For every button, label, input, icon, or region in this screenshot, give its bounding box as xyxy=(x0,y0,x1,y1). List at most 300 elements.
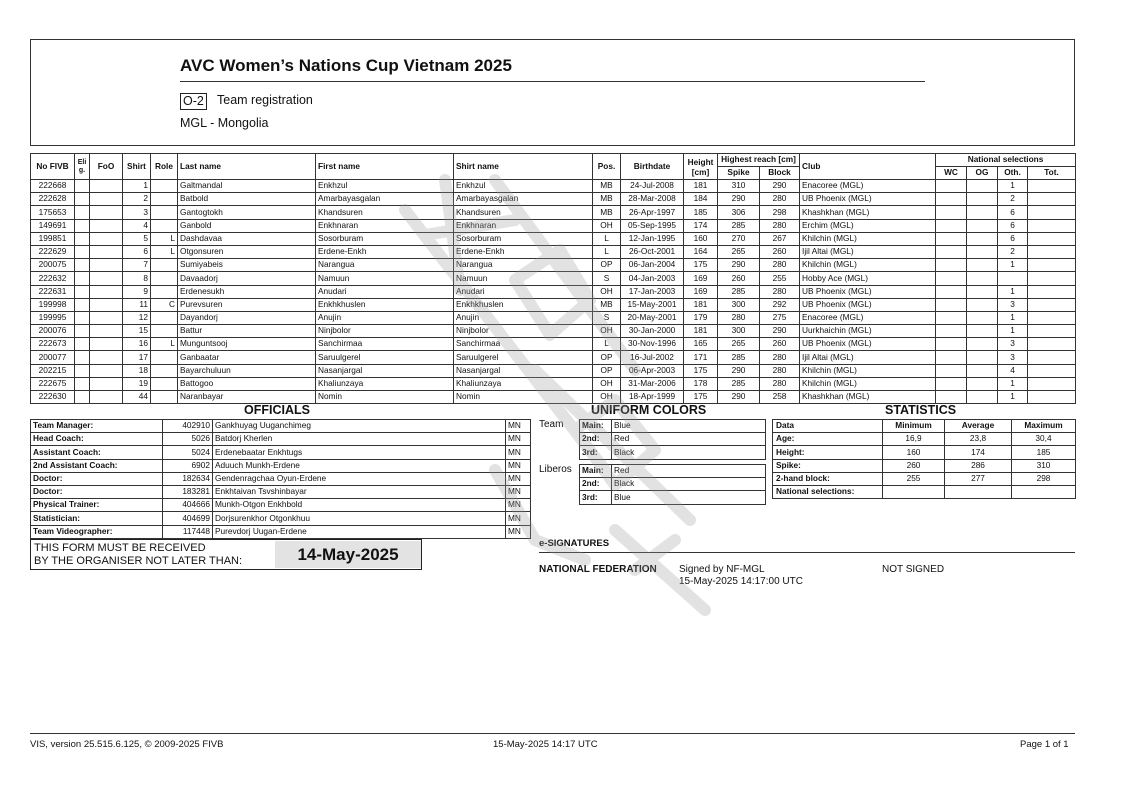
statistics-row xyxy=(773,459,1076,472)
player-spike: 290 xyxy=(718,364,760,377)
player-no-fivb: 199851 xyxy=(31,232,75,245)
player-spike: 300 xyxy=(718,298,760,311)
player-og xyxy=(967,219,998,232)
uniform-libero-row xyxy=(580,478,766,491)
player-shirt: 17 xyxy=(123,351,151,364)
player-og xyxy=(967,180,998,193)
player-position: S xyxy=(593,272,621,285)
player-wc xyxy=(936,351,967,364)
stats-header-average: Average xyxy=(945,420,1012,433)
player-block: 290 xyxy=(760,325,800,338)
player-no-fivb: 222632 xyxy=(31,272,75,285)
player-row xyxy=(31,206,1076,219)
esignatures-title: e-SIGNATURES xyxy=(539,538,610,549)
official-row xyxy=(31,499,531,512)
player-tot xyxy=(1028,219,1076,232)
col-highest-reach: Highest reach [cm] xyxy=(718,154,800,167)
player-club: Ijil Altai (MGL) xyxy=(800,245,936,258)
uniform-color: Blue xyxy=(612,420,766,433)
player-last-name: Gantogtokh xyxy=(178,206,316,219)
document-title: AVC Women’s Nations Cup Vietnam 2025 xyxy=(180,56,512,75)
official-row xyxy=(31,525,531,538)
player-first-name: Erdene-Enkh xyxy=(316,245,454,258)
player-og xyxy=(967,245,998,258)
player-wc xyxy=(936,219,967,232)
footer-page-number: Page 1 of 1 xyxy=(1020,739,1069,750)
player-elig xyxy=(75,245,90,258)
player-role xyxy=(151,285,178,298)
player-shirt-name: Ninjbolor xyxy=(454,325,593,338)
player-role xyxy=(151,351,178,364)
official-id: 182634 xyxy=(163,472,213,485)
player-row xyxy=(31,272,1076,285)
player-og xyxy=(967,311,998,324)
esignatures-divider xyxy=(539,552,1075,553)
player-club: Erchim (MGL) xyxy=(800,219,936,232)
uniform-team-row xyxy=(580,446,766,459)
col-oth: Oth. xyxy=(998,167,1028,180)
player-shirt-name: Enkhnaran xyxy=(454,219,593,232)
official-row xyxy=(31,472,531,485)
player-wc xyxy=(936,364,967,377)
statistic-average: 23,8 xyxy=(945,433,1012,446)
official-name: Aduuch Munkh-Erdene xyxy=(213,459,506,472)
player-role xyxy=(151,325,178,338)
official-id: 404666 xyxy=(163,499,213,512)
player-oth: 3 xyxy=(998,338,1028,351)
player-last-name: Battogoo xyxy=(178,377,316,390)
player-elig xyxy=(75,206,90,219)
player-shirt: 8 xyxy=(123,272,151,285)
player-row xyxy=(31,180,1076,193)
player-spike: 285 xyxy=(718,285,760,298)
player-height: 175 xyxy=(684,259,718,272)
official-id: 5026 xyxy=(163,433,213,446)
player-role xyxy=(151,391,178,404)
player-shirt: 3 xyxy=(123,206,151,219)
player-block: 280 xyxy=(760,377,800,390)
player-height: 175 xyxy=(684,391,718,404)
player-shirt-name: Amarbayasgalan xyxy=(454,193,593,206)
statistic-average: 174 xyxy=(945,446,1012,459)
official-id: 5024 xyxy=(163,446,213,459)
player-oth: 3 xyxy=(998,351,1028,364)
uniform-color: Black xyxy=(612,446,766,459)
uniform-libero-row xyxy=(580,465,766,478)
player-first-name: Khaliunzaya xyxy=(316,377,454,390)
statistics-row xyxy=(773,433,1076,446)
player-row xyxy=(31,351,1076,364)
player-position: MB xyxy=(593,193,621,206)
player-spike: 265 xyxy=(718,245,760,258)
player-block: 280 xyxy=(760,351,800,364)
player-birthdate: 26-Apr-1997 xyxy=(621,206,684,219)
official-role: Doctor: xyxy=(31,485,163,498)
player-last-name: Ganbaatar xyxy=(178,351,316,364)
player-last-name: Davaadorj xyxy=(178,272,316,285)
player-spike: 290 xyxy=(718,259,760,272)
player-position: OP xyxy=(593,351,621,364)
player-row xyxy=(31,245,1076,258)
player-row xyxy=(31,193,1076,206)
player-elig xyxy=(75,298,90,311)
col-elig: Eli g. xyxy=(75,154,90,180)
player-last-name: Ganbold xyxy=(178,219,316,232)
statistic-minimum: 260 xyxy=(883,459,945,472)
col-club: Club xyxy=(800,154,936,180)
player-birthdate: 17-Jan-2003 xyxy=(621,285,684,298)
player-oth: 1 xyxy=(998,391,1028,404)
player-no-fivb: 222668 xyxy=(31,180,75,193)
player-oth: 1 xyxy=(998,325,1028,338)
deadline-text xyxy=(34,542,242,568)
player-shirt: 11 xyxy=(123,298,151,311)
player-tot xyxy=(1028,259,1076,272)
official-nationality: MN xyxy=(506,525,531,538)
uniform-color: Blue xyxy=(612,491,766,504)
official-role: 2nd Assistant Coach: xyxy=(31,459,163,472)
uniform-color: Black xyxy=(612,478,766,491)
official-name: Gendenragchaa Oyun-Erdene xyxy=(213,472,506,485)
stats-header-minimum: Minimum xyxy=(883,420,945,433)
statistic-minimum: 160 xyxy=(883,446,945,459)
footer-print-time: 15-May-2025 14:17 UTC xyxy=(493,739,598,750)
col-shirt: Shirt xyxy=(123,154,151,180)
player-club: Enacoree (MGL) xyxy=(800,311,936,324)
player-first-name: Namuun xyxy=(316,272,454,285)
player-position: L xyxy=(593,232,621,245)
uniform-slot-label: 2nd: xyxy=(580,478,612,491)
player-birthdate: 24-Jul-2008 xyxy=(621,180,684,193)
statistics-row xyxy=(773,446,1076,459)
player-height: 181 xyxy=(684,180,718,193)
player-role xyxy=(151,377,178,390)
player-block: 280 xyxy=(760,219,800,232)
player-oth: 6 xyxy=(998,206,1028,219)
player-last-name: Battur xyxy=(178,325,316,338)
player-position: OH xyxy=(593,285,621,298)
player-block: 260 xyxy=(760,245,800,258)
player-shirt-name: Nasanjargal xyxy=(454,364,593,377)
official-nationality: MN xyxy=(506,433,531,446)
player-first-name: Anujin xyxy=(316,311,454,324)
official-name: Dorjsurenkhor Otgonkhuu xyxy=(213,512,506,525)
player-oth: 1 xyxy=(998,311,1028,324)
footer-divider xyxy=(30,733,1075,734)
statistics-row xyxy=(773,472,1076,485)
player-last-name: Otgonsuren xyxy=(178,245,316,258)
player-club: Khilchin (MGL) xyxy=(800,364,936,377)
player-row xyxy=(31,298,1076,311)
official-role: Doctor: xyxy=(31,472,163,485)
player-row xyxy=(31,232,1076,245)
player-first-name: Khandsuren xyxy=(316,206,454,219)
uniform-color: Red xyxy=(612,433,766,446)
player-height: 185 xyxy=(684,206,718,219)
player-role xyxy=(151,180,178,193)
col-height: Height [cm] xyxy=(684,154,718,180)
player-height: 184 xyxy=(684,193,718,206)
uniform-slot-label: 2nd: xyxy=(580,433,612,446)
col-first-name: First name xyxy=(316,154,454,180)
player-club: Ijil Altai (MGL) xyxy=(800,351,936,364)
official-row xyxy=(31,459,531,472)
statistic-label: 2-hand block: xyxy=(773,472,883,485)
player-no-fivb: 199998 xyxy=(31,298,75,311)
title-divider xyxy=(180,81,925,82)
player-birthdate: 18-Apr-1999 xyxy=(621,391,684,404)
player-tot xyxy=(1028,206,1076,219)
statistic-maximum: 185 xyxy=(1012,446,1076,459)
player-birthdate: 06-Jan-2004 xyxy=(621,259,684,272)
official-nationality: MN xyxy=(506,512,531,525)
statistic-label: Age: xyxy=(773,433,883,446)
player-spike: 270 xyxy=(718,232,760,245)
player-spike: 300 xyxy=(718,325,760,338)
player-shirt: 16 xyxy=(123,338,151,351)
player-height: 171 xyxy=(684,351,718,364)
player-oth xyxy=(998,272,1028,285)
player-club: Enacoree (MGL) xyxy=(800,180,936,193)
player-first-name: Enkhkhuslen xyxy=(316,298,454,311)
player-elig xyxy=(75,219,90,232)
player-row xyxy=(31,311,1076,324)
player-spike: 260 xyxy=(718,272,760,285)
player-height: 164 xyxy=(684,245,718,258)
player-shirt: 9 xyxy=(123,285,151,298)
player-club: UB Phoenix (MGL) xyxy=(800,285,936,298)
player-tot xyxy=(1028,193,1076,206)
player-tot xyxy=(1028,391,1076,404)
stats-header-maximum: Maximum xyxy=(1012,420,1076,433)
player-role xyxy=(151,259,178,272)
player-tot xyxy=(1028,311,1076,324)
player-og xyxy=(967,272,998,285)
player-last-name: Munguntsooj xyxy=(178,338,316,351)
player-oth: 1 xyxy=(998,180,1028,193)
player-block: 298 xyxy=(760,206,800,219)
uniform-slot-label: 3rd: xyxy=(580,446,612,459)
player-shirt: 2 xyxy=(123,193,151,206)
player-row xyxy=(31,219,1076,232)
player-og xyxy=(967,338,998,351)
player-elig xyxy=(75,391,90,404)
player-no-fivb: 222629 xyxy=(31,245,75,258)
player-shirt: 15 xyxy=(123,325,151,338)
officials-title: OFFICIALS xyxy=(244,403,310,417)
statistic-maximum: 30,4 xyxy=(1012,433,1076,446)
player-last-name: Dayandorj xyxy=(178,311,316,324)
player-birthdate: 26-Oct-2001 xyxy=(621,245,684,258)
players-table xyxy=(30,153,1076,404)
player-oth: 1 xyxy=(998,377,1028,390)
uniform-libero-table xyxy=(579,464,766,505)
uniform-color: Red xyxy=(612,465,766,478)
player-spike: 285 xyxy=(718,377,760,390)
official-id: 183281 xyxy=(163,485,213,498)
player-no-fivb: 222631 xyxy=(31,285,75,298)
player-oth: 4 xyxy=(998,364,1028,377)
player-shirt: 19 xyxy=(123,377,151,390)
official-id: 6902 xyxy=(163,459,213,472)
player-tot xyxy=(1028,245,1076,258)
player-shirt-name: Sosorburam xyxy=(454,232,593,245)
signed-at: 15-May-2025 14:17:00 UTC xyxy=(679,576,803,587)
player-spike: 290 xyxy=(718,193,760,206)
player-birthdate: 15-May-2001 xyxy=(621,298,684,311)
official-name: Erdenebaatar Enkhtugs xyxy=(213,446,506,459)
player-wc xyxy=(936,245,967,258)
player-shirt: 7 xyxy=(123,259,151,272)
player-og xyxy=(967,285,998,298)
player-spike: 280 xyxy=(718,311,760,324)
player-position: MB xyxy=(593,180,621,193)
uniform-team-row xyxy=(580,433,766,446)
statistic-minimum: 255 xyxy=(883,472,945,485)
player-foo xyxy=(90,180,123,193)
player-position: S xyxy=(593,311,621,324)
player-first-name: Nasanjargal xyxy=(316,364,454,377)
player-no-fivb: 200077 xyxy=(31,351,75,364)
official-row xyxy=(31,433,531,446)
official-role: Assistant Coach: xyxy=(31,446,163,459)
col-block: Block xyxy=(760,167,800,180)
player-shirt-name: Nomin xyxy=(454,391,593,404)
player-birthdate: 06-Apr-2003 xyxy=(621,364,684,377)
player-shirt: 6 xyxy=(123,245,151,258)
officials-table xyxy=(30,419,531,539)
player-birthdate: 12-Jan-1995 xyxy=(621,232,684,245)
player-shirt-name: Anudari xyxy=(454,285,593,298)
player-shirt: 12 xyxy=(123,311,151,324)
player-elig xyxy=(75,325,90,338)
uniform-team-row xyxy=(580,420,766,433)
national-federation-label: NATIONAL FEDERATION xyxy=(539,564,657,575)
player-oth: 6 xyxy=(998,219,1028,232)
player-og xyxy=(967,364,998,377)
form-code: O-2 xyxy=(180,93,207,110)
player-position: OP xyxy=(593,259,621,272)
player-foo xyxy=(90,364,123,377)
player-shirt-name: Khaliunzaya xyxy=(454,377,593,390)
statistic-average: 277 xyxy=(945,472,1012,485)
player-og xyxy=(967,298,998,311)
player-foo xyxy=(90,259,123,272)
official-id: 402910 xyxy=(163,420,213,433)
statistics-table xyxy=(772,419,1076,499)
player-no-fivb: 200076 xyxy=(31,325,75,338)
player-last-name: Naranbayar xyxy=(178,391,316,404)
deadline-line-1: THIS FORM MUST BE RECEIVED xyxy=(34,542,206,554)
player-role xyxy=(151,311,178,324)
statistic-minimum: 16,9 xyxy=(883,433,945,446)
player-block: 258 xyxy=(760,391,800,404)
player-tot xyxy=(1028,285,1076,298)
player-role xyxy=(151,272,178,285)
player-shirt: 18 xyxy=(123,364,151,377)
player-wc xyxy=(936,338,967,351)
uniform-libero-label: Liberos xyxy=(539,464,572,475)
player-height: 169 xyxy=(684,285,718,298)
player-block: 260 xyxy=(760,338,800,351)
statistic-maximum: 298 xyxy=(1012,472,1076,485)
player-spike: 290 xyxy=(718,391,760,404)
player-no-fivb: 222630 xyxy=(31,391,75,404)
player-height: 178 xyxy=(684,377,718,390)
player-first-name: Ninjbolor xyxy=(316,325,454,338)
player-birthdate: 31-Mar-2006 xyxy=(621,377,684,390)
player-foo xyxy=(90,245,123,258)
player-shirt-name: Enkhzul xyxy=(454,180,593,193)
player-position: MB xyxy=(593,206,621,219)
col-spike: Spike xyxy=(718,167,760,180)
official-nationality: MN xyxy=(506,420,531,433)
player-og xyxy=(967,351,998,364)
uniform-team-table xyxy=(579,419,766,460)
player-birthdate: 20-May-2001 xyxy=(621,311,684,324)
player-block: 290 xyxy=(760,180,800,193)
player-first-name: Saruulgerel xyxy=(316,351,454,364)
uniform-title: UNIFORM COLORS xyxy=(591,403,707,417)
player-birthdate: 30-Jan-2000 xyxy=(621,325,684,338)
player-foo xyxy=(90,232,123,245)
official-name: Enkhtaivan Tsvshinbayar xyxy=(213,485,506,498)
player-role xyxy=(151,219,178,232)
player-height: 169 xyxy=(684,272,718,285)
player-last-name: Bayarchuluun xyxy=(178,364,316,377)
player-club: Khashkhan (MGL) xyxy=(800,206,936,219)
player-wc xyxy=(936,259,967,272)
player-foo xyxy=(90,338,123,351)
player-elig xyxy=(75,311,90,324)
player-position: MB xyxy=(593,298,621,311)
player-club: Khashkhan (MGL) xyxy=(800,391,936,404)
official-name: Purevdorj Uugan-Erdene xyxy=(213,525,506,538)
player-elig xyxy=(75,351,90,364)
player-oth: 6 xyxy=(998,232,1028,245)
player-elig xyxy=(75,193,90,206)
player-wc xyxy=(936,272,967,285)
col-role: Role xyxy=(151,154,178,180)
player-club: Khilchin (MGL) xyxy=(800,377,936,390)
official-nationality: MN xyxy=(506,485,531,498)
player-club: UB Phoenix (MGL) xyxy=(800,193,936,206)
player-block: 280 xyxy=(760,259,800,272)
player-foo xyxy=(90,219,123,232)
player-last-name: Erdenesukh xyxy=(178,285,316,298)
col-og: OG xyxy=(967,167,998,180)
statistic-maximum: 310 xyxy=(1012,459,1076,472)
player-og xyxy=(967,377,998,390)
player-no-fivb: 175653 xyxy=(31,206,75,219)
player-tot xyxy=(1028,364,1076,377)
player-block: 280 xyxy=(760,285,800,298)
player-spike: 310 xyxy=(718,180,760,193)
player-shirt-name: Sanchirmaa xyxy=(454,338,593,351)
player-tot xyxy=(1028,351,1076,364)
player-elig xyxy=(75,180,90,193)
official-name: Munkh-Otgon Enkhbold xyxy=(213,499,506,512)
player-first-name: Enkhnaran xyxy=(316,219,454,232)
deadline-box xyxy=(30,539,422,570)
player-shirt-name: Khandsuren xyxy=(454,206,593,219)
player-spike: 306 xyxy=(718,206,760,219)
player-last-name: Batbold xyxy=(178,193,316,206)
player-oth: 1 xyxy=(998,285,1028,298)
player-foo xyxy=(90,272,123,285)
player-block: 267 xyxy=(760,232,800,245)
player-block: 280 xyxy=(760,193,800,206)
